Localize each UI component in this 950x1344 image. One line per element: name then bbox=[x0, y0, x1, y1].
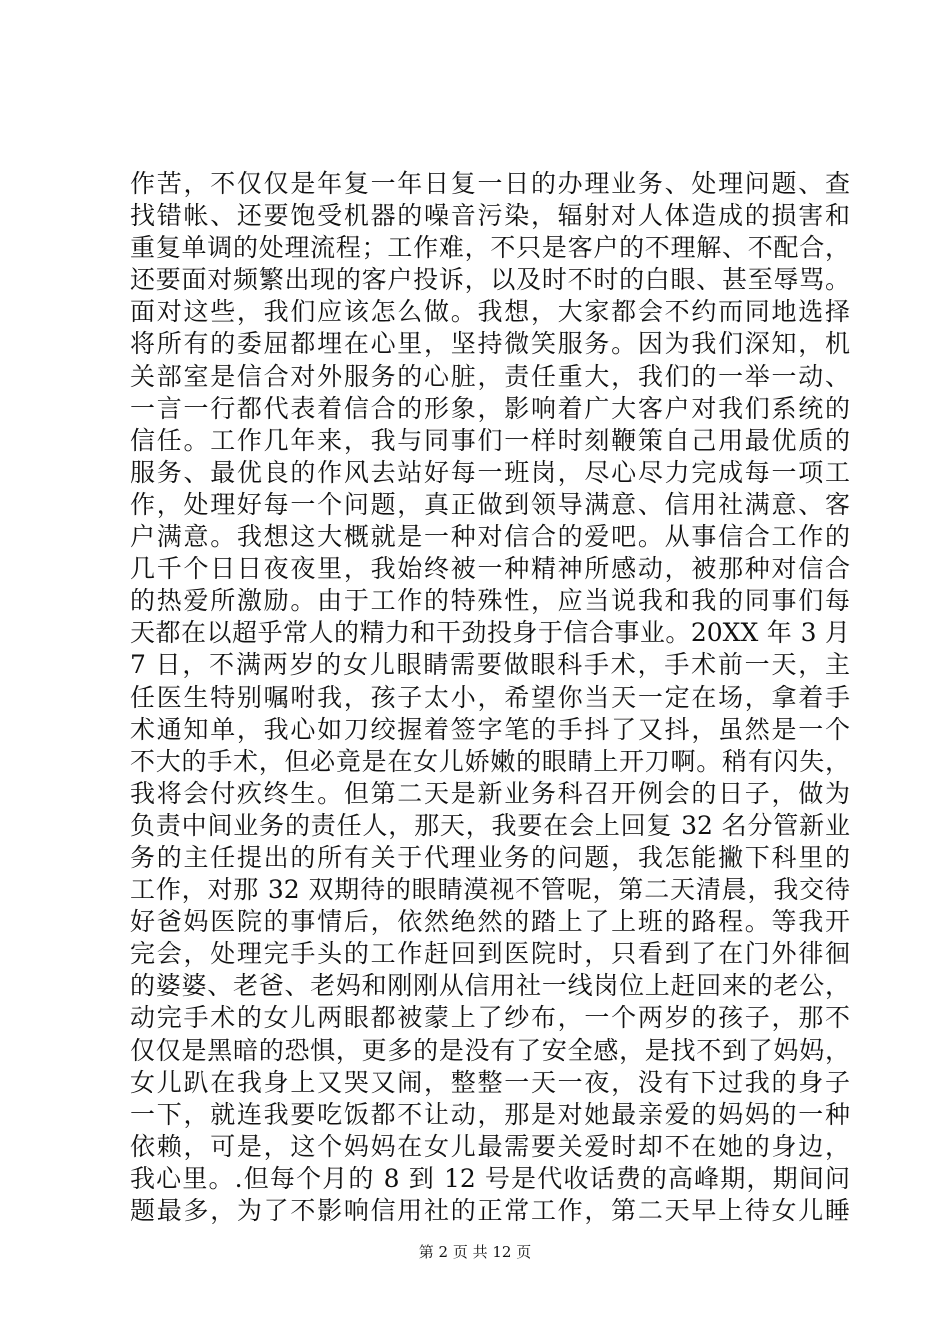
body-text bbox=[130, 168, 850, 1227]
text-line: 还要面对频繁出现的客户投诉，以及时不时的白眼、甚至辱骂。 bbox=[130, 265, 850, 295]
text-line: 术通知单，我心如刀绞握着签字笔的手抖了又抖，虽然是一个 bbox=[130, 714, 850, 744]
text-line: 依赖，可是，这个妈妈在女儿最需要关爱时却不在她的身边， bbox=[130, 1131, 850, 1161]
text-line: 我心里。.但每个月的 8 到 12 号是代收话费的高峰期，期间问 bbox=[130, 1163, 850, 1193]
text-line: 不大的手术，但必竟是在女儿娇嫩的眼睛上开刀啊。稍有闪失， bbox=[130, 746, 850, 776]
text-line: 动完手术的女儿两眼都被蒙上了纱布，一个两岁的孩子，那不 bbox=[130, 1003, 850, 1033]
text-line: 一言一行都代表着信合的形象，影响着广大客户对我们系统的 bbox=[130, 393, 850, 423]
text-line: 几千个日日夜夜里，我始终被一种精神所感动，被那种对信合 bbox=[130, 554, 850, 584]
text-line: 作苦，不仅仅是年复一年日复一日的办理业务、处理问题、查 bbox=[130, 169, 850, 198]
text-line: 关部室是信合对外服务的心脏，责任重大，我们的一举一动、 bbox=[130, 361, 850, 391]
text-line: 任医生特别嘱咐我，孩子太小，希望你当天一定在场，拿着手 bbox=[130, 682, 850, 712]
text-line: 户满意。我想这大概就是一种对信合的爱吧。从事信合工作的 bbox=[130, 522, 850, 552]
text-line: 天都在以超乎常人的精力和干劲投身于信合事业。20XX 年 3 月 bbox=[130, 618, 850, 648]
text-line: 的婆婆、老爸、老妈和刚刚从信用社一线岗位上赶回来的老公， bbox=[130, 971, 850, 1001]
page-footer: 第 2 页 共 12 页 bbox=[418, 1243, 532, 1261]
text-line: 一下，就连我要吃饭都不让动，那是对她最亲爱的妈妈的一种 bbox=[130, 1099, 850, 1129]
text-line: 作，处理好每一个问题，真正做到领导满意、信用社满意、客 bbox=[130, 489, 850, 519]
text-line: 工作，对那 32 双期待的眼睛漠视不管呢，第二天清晨，我交待 bbox=[130, 875, 850, 905]
text-line: 找错帐、还要饱受机器的噪音污染，辐射对人体造成的损害和 bbox=[130, 201, 850, 231]
text-line: 务的主任提出的所有关于代理业务的问题，我怎能撇下科里的 bbox=[130, 842, 850, 872]
text-line: 7 日，不满两岁的女儿眼睛需要做眼科手术，手术前一天，主 bbox=[130, 650, 850, 680]
text-line: 女儿趴在我身上又哭又闹，整整一天一夜，没有下过我的身子 bbox=[130, 1067, 850, 1097]
text-line: 面对这些，我们应该怎么做。我想，大家都会不约而同地选择 bbox=[130, 297, 850, 327]
text-line: 的热爱所激励。由于工作的特殊性，应当说我和我的同事们每 bbox=[130, 586, 850, 616]
text-line: 重复单调的处理流程；工作难，不只是客户的不理解、不配合， bbox=[130, 233, 850, 263]
text-line: 信任。工作几年来，我与同事们一样时刻鞭策自己用最优质的 bbox=[130, 425, 850, 455]
text-line: 将所有的委屈都埋在心里，坚持微笑服务。因为我们深知，机 bbox=[130, 329, 850, 359]
text-line: 服务、最优良的作风去站好每一班岗，尽心尽力完成每一项工 bbox=[130, 457, 850, 487]
text-line: 负责中间业务的责任人，那天，我要在会上回复 32 名分管新业 bbox=[130, 810, 850, 840]
text-line: 我将会付疚终生。但第二天是新业务科召开例会的日子，做为 bbox=[130, 778, 850, 808]
text-line: 完会，处理完手头的工作赶回到医院时，只看到了在门外徘徊 bbox=[130, 939, 850, 969]
text-line: 仅仅是黑暗的恐惧，更多的是没有了安全感，是找不到了妈妈， bbox=[130, 1035, 850, 1065]
text-line: 题最多，为了不影响信用社的正常工作，第二天早上待女儿睡 bbox=[130, 1196, 850, 1225]
text-line: 好爸妈医院的事情后，依然绝然的踏上了上班的路程。等我开 bbox=[130, 907, 850, 937]
